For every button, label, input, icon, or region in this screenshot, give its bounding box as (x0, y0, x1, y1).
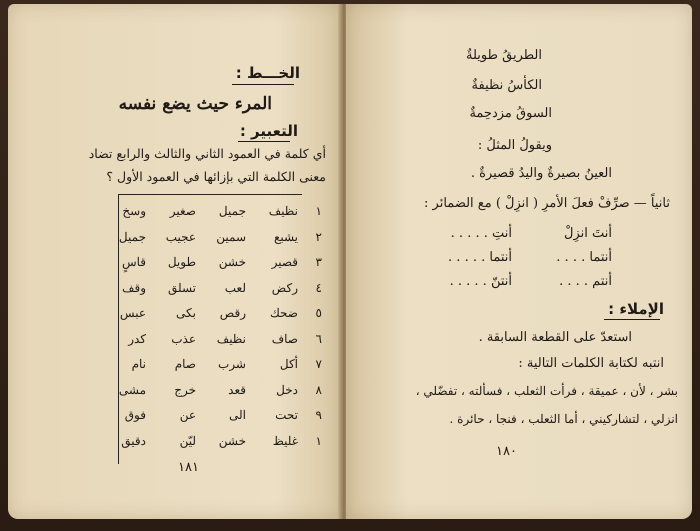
row-choice-2: قعد (228, 382, 246, 397)
row-choice-4: جميل (118, 229, 146, 244)
row-choice-2: الى (229, 408, 246, 422)
row-word: قصير (271, 255, 298, 269)
row-number: ٢ (315, 229, 322, 244)
row-number: ١ (315, 204, 322, 218)
row-choice-3: عن (179, 408, 196, 422)
right-page (346, 4, 692, 519)
row-choice-3: صغير (169, 204, 196, 218)
khat-heading: الخـــط : (235, 64, 300, 82)
imla-line-3: بشر ، لأن ، عميقة ، فرأت الثعلب ، فسألته ، تفضّلي ، (415, 384, 678, 398)
proverb-intro: ويقولُ المثلُ : (477, 138, 552, 153)
row-number: ٩ (315, 408, 322, 422)
row-choice-2: لعب (224, 280, 246, 295)
left-page (8, 4, 342, 519)
row-number: ٤ (315, 280, 322, 295)
conj-a-1: أنتَ انزِلْ (564, 226, 612, 241)
row-choice-4: وسخ (122, 204, 146, 218)
instruction-line-1: أي كلمة في العمود الثاني والثالث والرابع تضاد (88, 146, 326, 161)
row-choice-2: خشن (218, 255, 246, 269)
row-word: يشبع (273, 229, 298, 244)
row-choice-4: كدر (128, 331, 146, 346)
imla-line-1: استعدّ على القطعة السابقة . (478, 330, 632, 345)
row-choice-4: قاسٍ (121, 255, 146, 269)
row-word: أكل (279, 357, 298, 371)
conj-b-3: أنتنّ . . . . . (449, 274, 512, 289)
right-page-number: ١٨٠ (496, 444, 517, 459)
left-page-number: ١٨١ (178, 460, 199, 475)
proverb-text: العينُ بصيرةٌ واليدُ قصيرةٌ . (470, 166, 612, 181)
row-choice-2: شرب (218, 357, 246, 371)
conj-b-2: أنتما . . . . . (448, 250, 512, 265)
row-number: ٥ (315, 306, 322, 320)
row-number: ١ (315, 433, 322, 448)
row-choice-4: دقيق (121, 433, 146, 448)
example-line-1: الطريقُ طويلةٌ (466, 48, 542, 63)
row-choice-4: فوق (124, 408, 146, 422)
imla-line-4: انزلي ، لتشاركيني ، أما الثعلب ، فنجا ، حائرة . (449, 412, 678, 426)
row-word: صاف (271, 331, 298, 346)
exercise-two-title: ثانياً — صرِّفْ فعلَ الأمرِ ( انزِلْ ) مع الضمائر : (424, 196, 670, 211)
row-word: ضحك (269, 306, 298, 320)
example-line-2: الكأسُ نظيفةٌ (471, 78, 542, 93)
row-word: نظيف (268, 204, 298, 218)
row-choice-2: جميل (218, 204, 246, 218)
row-choice-3: عذب (171, 331, 196, 346)
row-choice-3: عجيب (165, 229, 196, 244)
word-table-top-rule (118, 194, 302, 195)
row-choice-3: ليّن (179, 433, 196, 448)
row-word: دخل (276, 382, 298, 397)
row-choice-3: بكى (176, 306, 196, 320)
conj-b-1: أنتِ . . . . . (450, 226, 512, 241)
row-number: ٧ (315, 357, 322, 371)
imla-underline (604, 319, 660, 320)
row-choice-4: وقف (122, 280, 146, 295)
taabir-underline (238, 141, 290, 142)
imla-line-2: انتبه لكتابة الكلمات التالية : (518, 356, 664, 371)
row-choice-4: نام (131, 357, 146, 371)
instruction-line-2: معنى الكلمة التي بإزائها في العمود الأول ؟ (106, 169, 326, 184)
row-choice-2: رقص (219, 306, 246, 320)
row-word: غليظ (272, 433, 298, 448)
row-choice-3: تسلق (167, 280, 196, 295)
row-choice-2: خشن (218, 433, 246, 448)
row-choice-2: نظيف (216, 331, 246, 346)
row-choice-3: خرج (174, 382, 196, 397)
conj-a-3: أنتم . . . . (559, 274, 612, 289)
row-word: تحت (275, 408, 298, 422)
imla-heading: الإملاء : (608, 300, 664, 318)
example-line-3: السوقُ مزدحِمةٌ (469, 106, 552, 121)
row-number: ٨ (315, 382, 322, 397)
row-choice-4: مشى (118, 382, 146, 397)
row-choice-3: طويل (167, 255, 196, 269)
row-choice-2: سمين (216, 229, 246, 244)
row-number: ٣ (315, 255, 322, 269)
row-choice-3: صام (174, 357, 196, 371)
conj-a-2: أنتما . . . . (556, 250, 612, 265)
khat-underline (232, 84, 294, 85)
row-word: ركض (271, 280, 298, 295)
row-choice-4: عبس (119, 306, 146, 320)
khat-sentence: المرء حيث يضع نفسه (118, 94, 272, 114)
row-number: ٦ (315, 331, 322, 346)
taabir-heading: التعبير : (239, 122, 298, 140)
